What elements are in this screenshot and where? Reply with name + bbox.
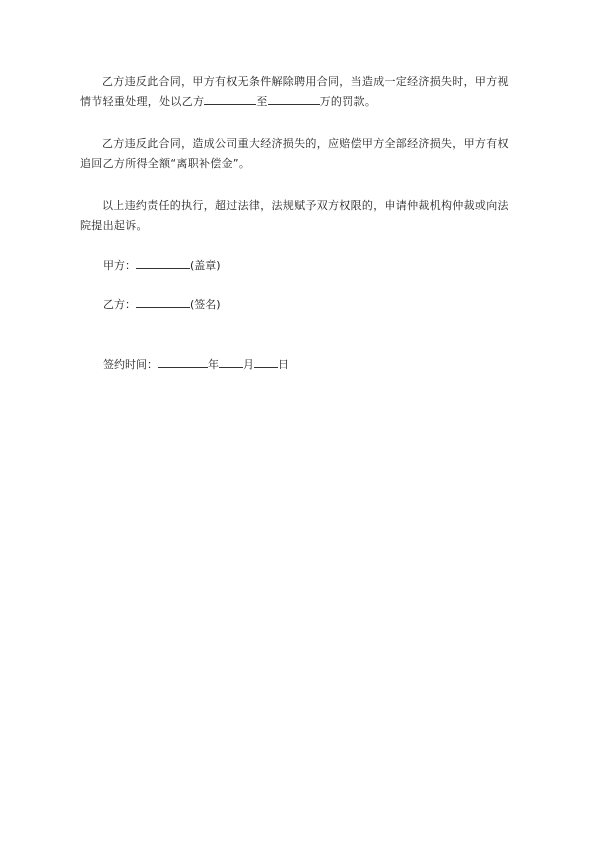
- month-blank: [219, 355, 243, 368]
- penalty-sep: 至: [256, 95, 268, 108]
- party-b-note: (签名): [190, 298, 221, 311]
- blank-max-amount: [268, 92, 320, 105]
- day-blank: [254, 355, 278, 368]
- party-b-blank: [136, 295, 190, 308]
- blank-min-amount: [204, 92, 256, 105]
- party-a-note: (盖章): [190, 259, 221, 272]
- day-label: 日: [278, 358, 289, 371]
- penalty-unit-text: 万的罚款。: [319, 95, 377, 108]
- date-label: 签约时间：: [103, 358, 158, 371]
- penalty-text: 乙方违反此合同，甲方有权无条件解除聘用合同，当造成一定经济损失时，甲方视情节轻重处理，处以乙方: [80, 75, 509, 108]
- paragraph-penalty: [80, 72, 520, 112]
- party-b-label: 乙方：: [103, 298, 136, 311]
- signing-date: [103, 355, 289, 375]
- paragraph-arbitration: 以上违约责任的执行，超过法律，法规赋予双方权限的，申请仲裁机构仲裁或向法院提出起诉。: [80, 199, 509, 232]
- signature-party-b: [103, 295, 221, 315]
- year-label: 年: [208, 358, 219, 371]
- year-blank: [158, 355, 208, 368]
- month-label: 月: [243, 358, 254, 371]
- party-a-label: 甲方：: [103, 259, 136, 272]
- signature-party-a: [103, 256, 221, 276]
- paragraph-compensation: 乙方违反此合同，造成公司重大经济损失的，应赔偿甲方全部经济损失，甲方有权追回乙方所得全额“离职补偿金”。: [80, 137, 509, 170]
- party-a-blank: [136, 256, 190, 269]
